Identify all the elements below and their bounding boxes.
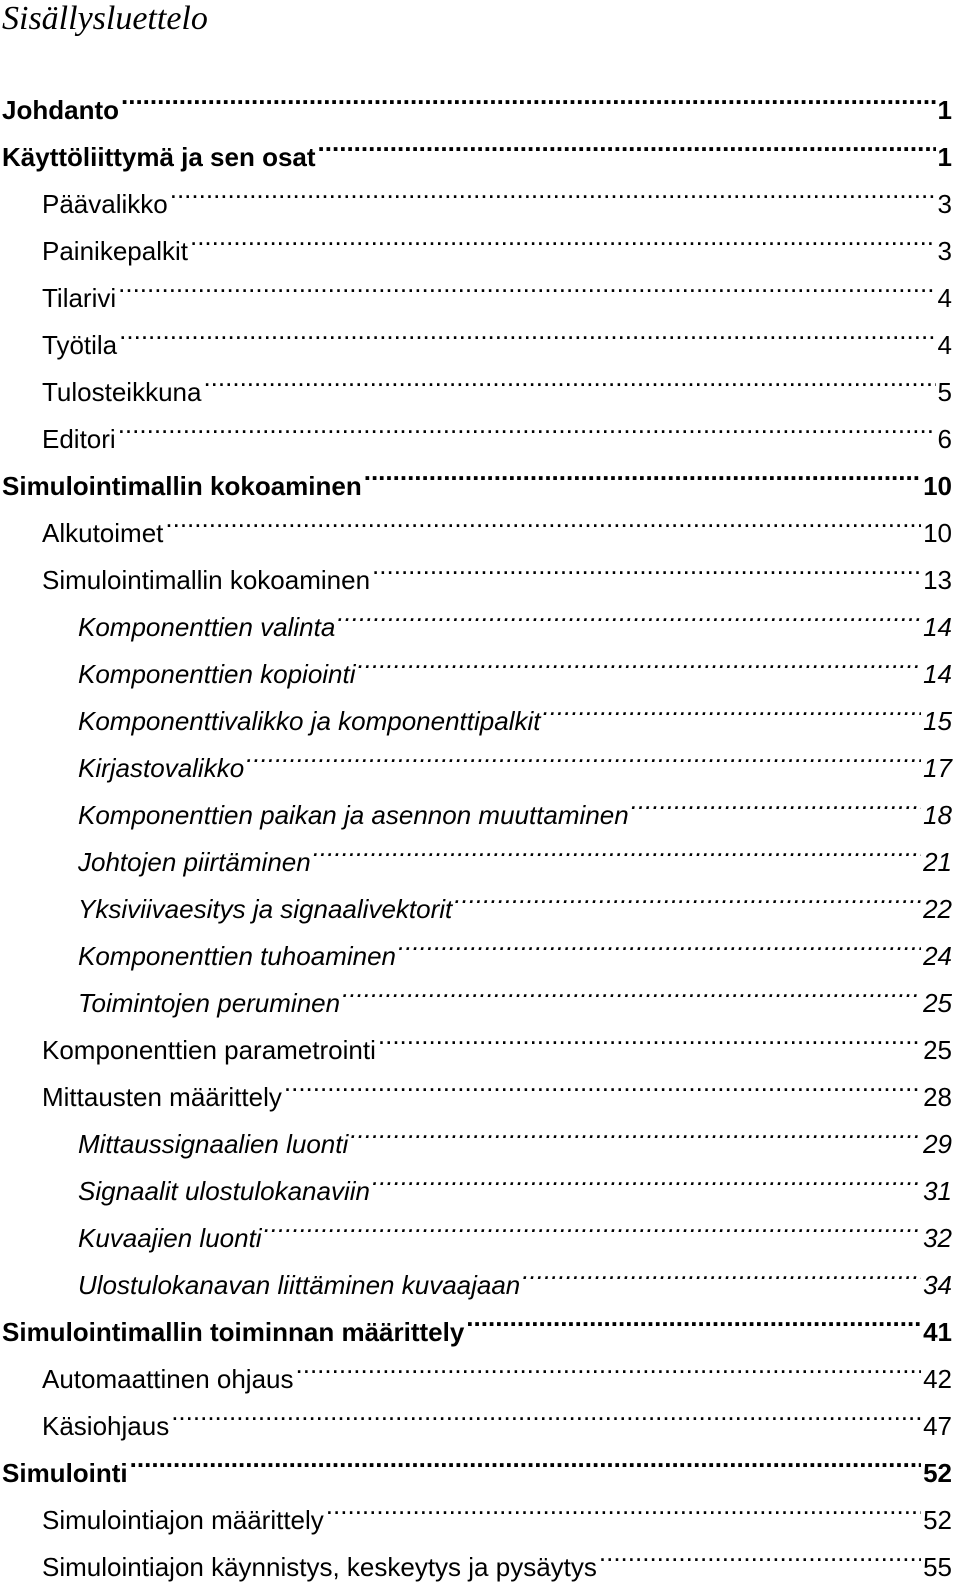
toc-dot-leader — [118, 401, 936, 448]
toc-entry-page-number: 55 — [923, 1552, 952, 1582]
toc-entry-title: Simulointiajon käynnistys, keskeytys ja pysäytys — [42, 1552, 597, 1582]
toc-dot-leader — [372, 1153, 921, 1200]
toc-entry-title: Johdanto — [2, 95, 119, 125]
toc-entry-page-number: 52 — [923, 1505, 952, 1535]
toc-entry-title: Mittausten määrittely — [42, 1082, 282, 1112]
toc-dot-leader — [296, 1341, 922, 1388]
toc-dot-leader — [372, 542, 921, 589]
toc-entry-page-number: 4 — [937, 330, 952, 360]
toc-entry-title: Simulointimallin kokoaminen — [2, 471, 362, 501]
toc-entry-title: Ulostulokanavan liittäminen kuvaajaan — [78, 1270, 521, 1300]
toc-entry-title: Tilarivi — [42, 283, 117, 313]
toc-entry-title: Komponenttien kopiointi — [78, 659, 356, 689]
toc-entry-page-number: 34 — [923, 1270, 952, 1300]
toc-entry-page-number: 41 — [923, 1317, 952, 1347]
toc-dot-leader — [398, 918, 921, 965]
toc-entry-page-number: 1 — [937, 95, 952, 125]
toc-dot-leader — [190, 213, 936, 260]
toc-entry[interactable] — [0, 1482, 952, 1535]
toc-entry-title: Päävalikko — [42, 189, 168, 219]
toc-dot-leader — [121, 72, 936, 119]
toc-dot-leader — [284, 1059, 921, 1106]
toc-entry-page-number: 52 — [923, 1458, 952, 1488]
toc-dot-leader — [171, 1388, 921, 1435]
toc-dot-leader — [203, 354, 935, 401]
toc-dot-leader — [522, 1247, 921, 1294]
toc-entry-title: Komponenttien valinta — [78, 612, 336, 642]
toc-entry-page-number: 6 — [937, 424, 952, 454]
toc-entry-page-number: 5 — [937, 377, 952, 407]
toc-entry-page-number: 42 — [923, 1364, 952, 1394]
toc-entry-page-number: 4 — [937, 283, 952, 313]
toc-dot-leader — [119, 307, 935, 354]
toc-dot-leader — [350, 1106, 921, 1153]
toc-entry-title: Alkutoimet — [42, 518, 164, 548]
toc-entry[interactable] — [0, 401, 952, 454]
toc-dot-leader — [358, 636, 922, 683]
toc-entry-page-number: 21 — [923, 847, 952, 877]
toc-dot-leader — [326, 1482, 921, 1529]
toc-entry-page-number: 14 — [923, 612, 952, 642]
toc-entry-page-number: 25 — [923, 988, 952, 1018]
toc-entry-page-number: 28 — [923, 1082, 952, 1112]
toc-entry-title: Käyttöliittymä ja sen osat — [2, 142, 316, 172]
toc-dot-leader — [170, 166, 936, 213]
toc-dot-leader — [599, 1529, 921, 1576]
toc-entry-title: Komponenttien tuhoaminen — [78, 941, 397, 971]
toc-entry-title: Simulointi — [2, 1458, 128, 1488]
toc-entry-title: Simulointimallin kokoaminen — [42, 565, 371, 595]
toc-entry-page-number: 15 — [923, 706, 952, 736]
toc-entry-page-number: 29 — [923, 1129, 952, 1159]
toc-entry-title: Komponenttivalikko ja komponenttipalkit — [78, 706, 541, 736]
toc-entry-page-number: 18 — [923, 800, 952, 830]
toc-entry-title: Painikepalkit — [42, 236, 188, 266]
toc-entry[interactable] — [0, 1435, 952, 1488]
toc-dot-leader — [631, 777, 921, 824]
toc-entry-title: Toimintojen peruminen — [78, 988, 341, 1018]
toc-entry-page-number: 47 — [923, 1411, 952, 1441]
toc-entry[interactable] — [0, 354, 952, 407]
toc-entry-title: Johtojen piirtäminen — [78, 847, 311, 877]
toc-entry-page-number: 10 — [923, 518, 952, 548]
toc-entry-page-number: 31 — [923, 1176, 952, 1206]
toc-entry-page-number: 17 — [923, 753, 952, 783]
toc-entry-title: Kuvaajien luonti — [78, 1223, 262, 1253]
toc-entry-title: Yksiviivaesitys ja signaalivektorit — [78, 894, 453, 924]
toc-dot-leader — [246, 730, 921, 777]
toc-entry[interactable] — [0, 260, 952, 313]
toc-dot-leader — [454, 871, 921, 918]
toc-entry-title: Editori — [42, 424, 116, 454]
toc-entry-page-number: 25 — [923, 1035, 952, 1065]
toc-entry[interactable] — [0, 72, 952, 125]
toc-entry[interactable] — [0, 448, 952, 501]
toc-entry-title: Työtila — [42, 330, 118, 360]
toc-entry-title: Automaattinen ohjaus — [42, 1364, 294, 1394]
toc-dot-leader — [130, 1435, 921, 1482]
toc-entry-page-number: 3 — [937, 236, 952, 266]
toc-list — [0, 72, 952, 1582]
toc-entry-title: Käsiohjaus — [42, 1411, 170, 1441]
toc-entry-page-number: 10 — [923, 471, 952, 501]
toc-entry-page-number: 22 — [923, 894, 952, 924]
toc-entry-title: Mittaussignaalien luonti — [78, 1129, 349, 1159]
toc-entry-title: Kirjastovalikko — [78, 753, 245, 783]
toc-dot-leader — [378, 1012, 921, 1059]
toc-entry-page-number: 14 — [923, 659, 952, 689]
toc-entry-page-number: 3 — [937, 189, 952, 219]
toc-entry-title: Komponenttien parametrointi — [42, 1035, 376, 1065]
toc-entry-page-number: 13 — [923, 565, 952, 595]
toc-dot-leader — [337, 589, 921, 636]
toc-entry-title: Komponenttien paikan ja asennon muuttaminen — [78, 800, 629, 830]
toc-dot-leader — [342, 965, 921, 1012]
toc-dot-leader — [466, 1294, 921, 1341]
toc-entry-title: Simulointiajon määrittely — [42, 1505, 324, 1535]
toc-dot-leader — [542, 683, 921, 730]
toc-entry[interactable] — [0, 307, 952, 360]
toc-entry-page-number: 32 — [923, 1223, 952, 1253]
toc-entry-page-number: 24 — [923, 941, 952, 971]
toc-dot-leader — [313, 824, 921, 871]
toc-dot-leader — [318, 119, 936, 166]
toc-dot-leader — [165, 495, 921, 542]
toc-dot-leader — [118, 260, 935, 307]
toc-dot-leader — [264, 1200, 922, 1247]
toc-entry-title: Simulointimallin toiminnan määrittely — [2, 1317, 465, 1347]
toc-dot-leader — [364, 448, 921, 495]
toc-entry-page-number: 1 — [937, 142, 952, 172]
toc-entry-title: Tulosteikkuna — [42, 377, 202, 407]
toc-title: Sisällysluettelo — [2, 0, 208, 37]
toc-entry-title: Signaalit ulostulokanaviin — [78, 1176, 370, 1206]
toc-entry[interactable] — [0, 119, 952, 172]
